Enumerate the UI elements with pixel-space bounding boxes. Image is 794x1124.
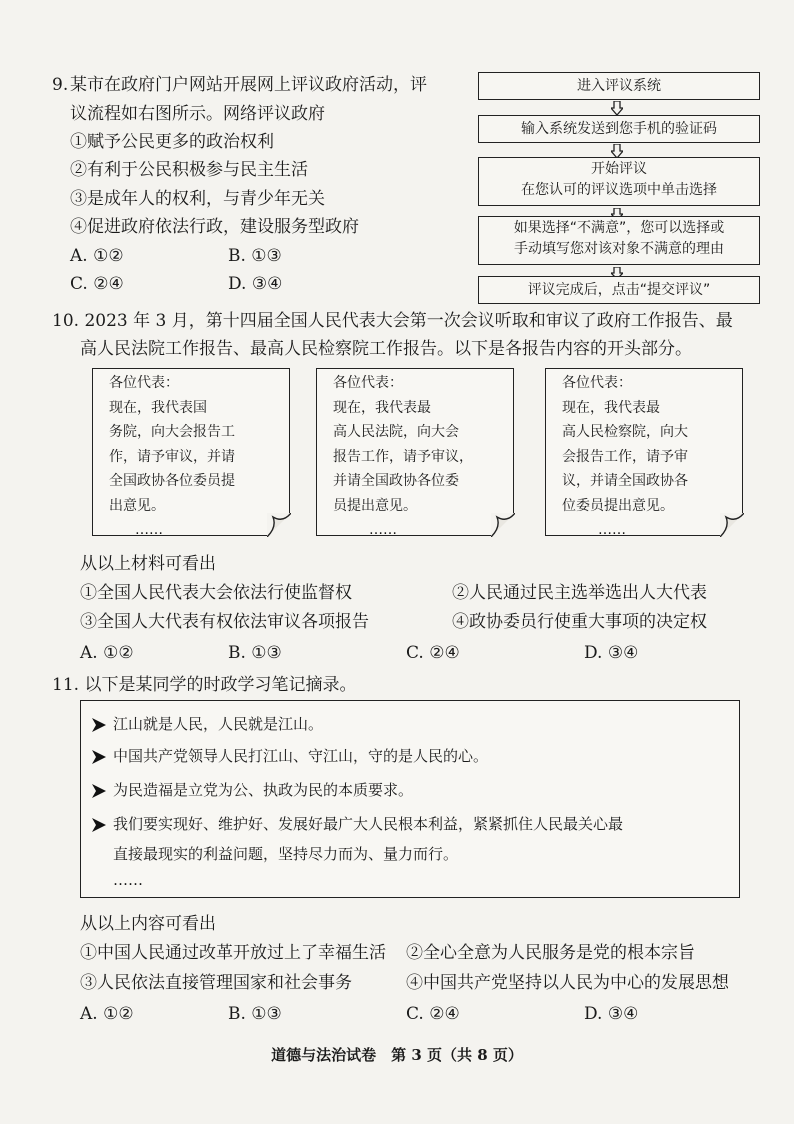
note-ellipsis: …… [113,871,143,889]
q9-option-1: ①赋予公民更多的政治权利 [70,132,274,152]
q11-stem: 11. 以下是某同学的时政学习笔记摘录。 [52,675,357,695]
q10-answer-c: C. ②④ [406,643,460,663]
note-bullet-1 [91,713,323,734]
flow-step-start-title: 开始评议 [591,161,647,177]
flow-step-enter-system: 进入评议系统 [478,72,760,100]
q10-answer-d: D. ③④ [584,643,639,663]
note-bullet-4 [91,813,623,834]
flow-step-dissatisfied-reason [478,216,760,265]
q10-option-4: ④政协委员行使重大事项的决定权 [452,612,707,632]
note-body: 现在，我代表最 高人民法院，向大会 报告工作，请予审议， 并请全国政协各位委 员提出意见。 [333,399,473,514]
q11-lead: 从以上内容可看出 [80,914,216,934]
flow-step-start-evaluation [478,157,760,206]
note-greeting: 各位代表： [109,375,179,391]
q11-answer-a: A. ①② [80,1004,134,1024]
note-greeting: 各位代表： [562,375,632,391]
q11-option-4: ④中国共产党坚持以人民为中心的发展思想 [406,973,729,993]
note-body: 现在，我代表最 高人民检察院，向大 会报告工作，请予审 议，并请全国政协各 位委员提出意见。 [562,399,688,514]
flow-step-reason-line1: 如果选择“不满意”，您可以选择或 [513,220,725,236]
q10-lead: 从以上材料可看出 [80,554,216,574]
flow-step-reason-line2: 手动填写您对该对象不满意的理由 [514,241,724,257]
flow-step-start-desc: 在您认可的评议选项中单击选择 [521,182,717,198]
note-greeting: 各位代表： [333,375,403,391]
page-curl-icon [491,513,515,537]
q11-option-1: ①中国人民通过改革开放过上了幸福生活 [80,943,386,963]
bullet-text: 江山就是人民，人民就是江山。 [113,715,324,733]
q10-stem-line1: 10. 2023 年 3 月，第十四届全国人民代表大会第一次会议听取和审议了政府工作报告、最 [52,311,733,331]
q9-answer-a: A. ①② [70,246,124,266]
note-body: 现在，我代表国 务院，向大会报告工 作，请予审议，并请 全国政协各位委员提 出意见。 [109,399,235,514]
note-bullet-3 [91,779,413,800]
page-curl-icon [267,513,291,537]
q10-option-1: ①全国人民代表大会依法行使监督权 [80,583,352,603]
bullet-text: 中国共产党领导人民打江山、守江山，守的是人民的心。 [113,747,489,765]
report-note-supreme-court [316,368,514,536]
flow-arrow-icon [611,264,623,276]
q10-option-2: ②人民通过民主选举选出人大代表 [452,583,707,603]
page-curl-icon [720,513,744,537]
q10-option-3: ③全国人大代表有权依法审议各项报告 [80,612,369,632]
note-ellipsis: …… [135,522,163,538]
flow-step-submit: 评议完成后，点击“提交评议” [478,276,760,304]
q9-option-3: ③是成年人的权利，与青少年无关 [70,189,325,209]
flow-step-verification-code: 输入系统发送到您手机的验证码 [478,115,760,143]
q11-option-2: ②全心全意为人民服务是党的根本宗旨 [406,943,695,963]
page-footer: 道德与法治试卷 第 3 页（共 8 页） [271,1046,523,1064]
q10-answer-b: B. ①③ [228,643,282,663]
report-note-procuratorate [545,368,743,536]
note-bullet-4-cont: 直接最现实的利益问题，坚持尽力而为、量力而行。 [113,845,459,863]
q10-stem-line2: 高人民法院工作报告、最高人民检察院工作报告。以下是各报告内容的开头部分。 [80,339,692,359]
bullet-text: 我们要实现好、维护好、发展好最广大人民根本利益，紧紧抓住人民最关心最 [113,815,624,833]
flow-arrow-icon [611,100,623,114]
q11-answer-b: B. ①③ [228,1004,282,1024]
q9-answer-c: C. ②④ [70,274,124,294]
q9-answer-b: B. ①③ [228,246,282,266]
q9-number: 9. [52,75,69,95]
study-notes-box [80,700,740,898]
q9-option-2: ②有利于公民积极参与民主生活 [70,160,308,180]
q9-stem-line2: 议流程如右图所示。网络评议政府 [70,104,325,124]
q11-answer-c: C. ②④ [406,1004,460,1024]
q9-stem-line1: 某市在政府门户网站开展网上评议政府活动，评 [70,75,427,95]
q11-answer-d: D. ③④ [584,1004,639,1024]
q9-answer-d: D. ③④ [228,274,283,294]
arrow-bullet-icon [91,783,107,799]
flow-arrow-icon [611,143,623,157]
note-ellipsis: …… [369,522,397,538]
q10-answer-a: A. ①② [80,643,134,663]
bullet-text: 为民造福是立党为公、执政为民的本质要求。 [113,781,414,799]
arrow-bullet-icon [91,817,107,833]
arrow-bullet-icon [91,717,107,733]
note-ellipsis: …… [598,522,626,538]
note-bullet-2 [91,745,488,766]
q11-option-3: ③人民依法直接管理国家和社会事务 [80,973,352,993]
report-note-state-council [92,368,290,536]
q9-option-4: ④促进政府依法行政，建设服务型政府 [70,217,359,237]
arrow-bullet-icon [91,749,107,765]
